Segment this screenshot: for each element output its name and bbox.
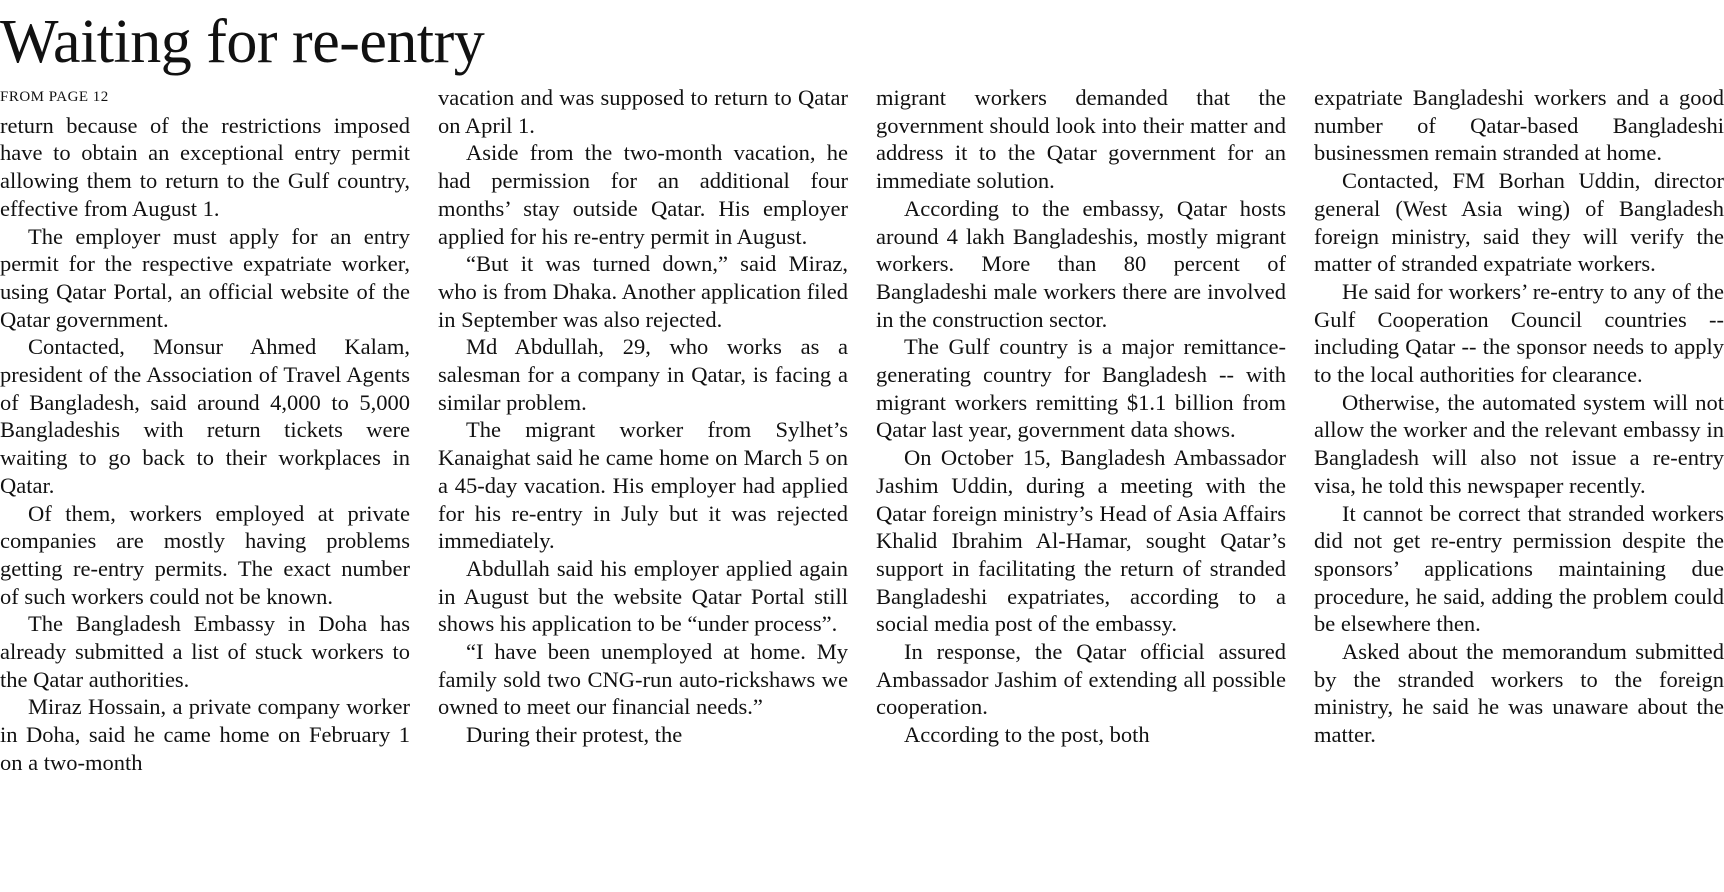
paragraph: The Gulf country is a major remittance-generating country for Bangladesh -- with migrant workers remitting $1.1 billion from Qatar last year, government data shows. xyxy=(876,334,1286,443)
paragraph: vacation and was supposed to return to Qatar on April 1. xyxy=(438,85,848,138)
article-column-1 xyxy=(0,84,410,892)
paragraph: The Bangladesh Embassy in Doha has already submitted a list of stuck workers to the Qatar authorities. xyxy=(0,611,410,692)
paragraph: “I have been unemployed at home. My family sold two CNG-run auto-rickshaws we owned to meet our financial needs.” xyxy=(438,639,848,720)
paragraph: Md Abdullah, 29, who works as a salesman for a company in Qatar, is facing a similar problem. xyxy=(438,334,848,415)
paragraph: According to the embassy, Qatar hosts around 4 lakh Bangladeshis, mostly migrant workers. More than 80 percent of Bangladeshi male workers there are involved in the construction sector. xyxy=(876,195,1286,332)
paragraph: expatriate Bangladeshi workers and a good number of Qatar-based Bangladeshi businessmen remain stranded at home. xyxy=(1314,85,1724,166)
paragraph: Asked about the memorandum submitted by the stranded workers to the foreign ministry, he said he was unaware about the matter. xyxy=(1314,639,1724,748)
paragraph: Abdullah said his employer applied again in August but the website Qatar Portal still shows his application to be “under process”. xyxy=(438,555,848,637)
jump-line: FROM PAGE 12 xyxy=(0,89,109,105)
paragraph: Contacted, Monsur Ahmed Kalam, president of the Association of Travel Agents of Bangladesh, said around 4,000 to 5,000 Bangladeshis with return tickets were waiting to go back to their workplaces in Qatar. xyxy=(0,334,410,498)
paragraph: In response, the Qatar official assured Ambassador Jashim of extending all possible cooperation. xyxy=(876,639,1286,720)
paragraph: return because of the restrictions imposed have to obtain an exceptional entry permit allowing them to return to the Gulf country, effective from August 1. xyxy=(0,112,410,221)
paragraph: Otherwise, the automated system will not allow the worker and the relevant embassy in Bangladesh will also not issue a re-entry visa, he told this newspaper recently. xyxy=(1314,389,1724,498)
paragraph: During their protest, the xyxy=(466,722,683,748)
paragraph: It cannot be correct that stranded workers did not get re-entry permission despite the sponsors’ applications maintaining due procedure, he said, adding the problem could be elsewhere then. xyxy=(1314,500,1724,637)
article-column-3 xyxy=(876,84,1286,892)
paragraph: migrant workers demanded that the government should look into their matter and address it to the Qatar government for an immediate solution. xyxy=(876,85,1286,194)
paragraph: Of them, workers employed at private companies are mostly having problems getting re-entry permits. The exact number of such workers could not be known. xyxy=(0,500,410,609)
article-headline: Waiting for re-entry xyxy=(0,8,485,76)
paragraph: The employer must apply for an entry permit for the respective expatriate worker, using Qatar Portal, an official website of the Qatar government. xyxy=(0,223,410,332)
paragraph: On October 15, Bangladesh Ambassador Jashim Uddin, during a meeting with the Qatar foreign ministry’s Head of Asia Affairs Khalid Ibrahim Al-Hamar, sought Qatar’s support in facilitating the return of stranded Bangladeshi expatriates, according to a social media post of the embassy. xyxy=(876,445,1286,637)
paragraph: The migrant worker from Sylhet’s Kanaighat said he came home on March 5 on a 45-day vacation. His employer had applied for his re-entry in July but it was rejected immediately. xyxy=(438,417,848,554)
article-column-4 xyxy=(1314,84,1724,892)
paragraph: He said for workers’ re-entry to any of the Gulf Cooperation Council countries -- including Qatar -- the sponsor needs to apply to the local authorities for clearance. xyxy=(1314,278,1724,388)
paragraph: According to the post, both xyxy=(904,722,1150,748)
paragraph: Contacted, FM Borhan Uddin, director general (West Asia wing) of Bangladesh foreign ministry, said they will verify the matter of stranded expatriate workers. xyxy=(1314,168,1724,277)
paragraph: Aside from the two-month vacation, he had permission for an additional four months’ stay outside Qatar. His employer applied for his re-entry permit in August. xyxy=(438,140,848,249)
article-column-2 xyxy=(438,84,848,892)
paragraph: Miraz Hossain, a private company worker in Doha, said he came home on February 1 on a two-month xyxy=(0,694,410,775)
paragraph: “But it was turned down,” said Miraz, who is from Dhaka. Another application filed in September was also rejected. xyxy=(438,251,848,332)
article-body xyxy=(0,84,1724,892)
